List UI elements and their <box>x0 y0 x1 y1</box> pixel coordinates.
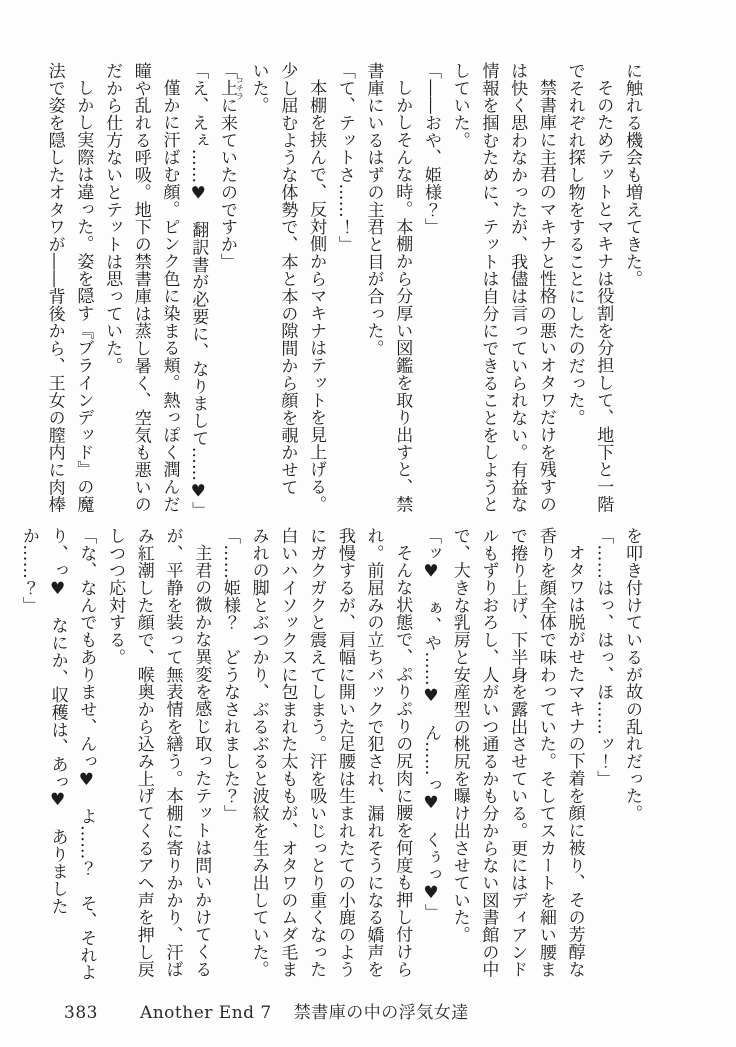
text-line: 「上コチラに来ていたのですか」 <box>216 62 245 271</box>
bottom-text-block <box>14 527 646 989</box>
text-line: ルもずりおろし、人がいつ通るかも分からない図書館の中 <box>478 527 499 979</box>
text-line: していた。 <box>449 62 470 149</box>
chapter-title-jp: 禁書庫の中の浮気女達 <box>293 1003 469 1023</box>
text-line: 「ッ♥ ぁ、や……♥ ん……っ♥ くぅっ♥」 <box>420 527 441 921</box>
text-line: 「て、テットさ……！」 <box>334 62 355 253</box>
text-line: オタワは脱がせたマキナの下着を顔に被り、その芳醇な <box>564 544 585 978</box>
top-text-block <box>40 62 646 520</box>
text-line: 「――おや、姫様？」 <box>420 62 441 236</box>
text-line: そのためテットとマキナは役割を分担して、地下と一階 <box>593 79 614 513</box>
text-line: を叩き付けているが故の乱れだった。 <box>622 527 642 822</box>
text-line: 「な、なんでもありませ、んっ♥ よ……？ そ、それよ <box>76 527 97 982</box>
text-line: しかしそんな時。本棚から分厚い図鑑を取り出すと、禁 <box>392 79 413 513</box>
text-line: 「……姫様？ どうなされました？」 <box>219 527 240 822</box>
text-line: 「……はっ、はっ、ほ……ッ！」 <box>593 527 614 788</box>
text-line: 書庫にいるはずの主君と目が合った。 <box>363 62 384 357</box>
text-line: しかし実際は違った。姿を隠す『ブラインデッド』の魔 <box>73 79 94 513</box>
text-line: り、っ♥ なにか、収穫は、あっ♥ ありましたか……？」 <box>18 527 68 915</box>
text-line: でそれぞれ探し物をすることにしたのだった。 <box>564 62 585 427</box>
text-line: 我慢するが、肩幅に開いた足腰は生まれたての小鹿のよう <box>334 527 355 979</box>
text-line: 白いハイソックスに包まれた太ももが、オタワのムダ毛ま <box>277 527 298 979</box>
text-line: で捲り上げ、下半身を露出させている。更にはディアンド <box>507 527 528 979</box>
text-line: 法で姿を隠したオタワが――背後から、王女の膣内に肉棒 <box>44 62 65 514</box>
text-line: に触れる機会も増えてきた。 <box>622 62 642 288</box>
text-line: にガクガクと震えてしまう。汗を吸いじっとり重くなった <box>306 527 327 979</box>
text-line: みれの脚とぶつかり、ぶるぶると波紋を生み出していた。 <box>248 527 269 979</box>
text-line: 「え、えぇ……♥ 翻訳書が必要に、なりまして……♥」 <box>188 62 209 520</box>
text-line: 本棚を挟んで、反対側からマキナはテットを見上げる。 <box>306 79 327 513</box>
page-footer <box>64 998 469 1023</box>
text-line: 主君の微かな異変を感じ取ったテットは問いかけてくる <box>191 544 212 978</box>
text-line: み紅潮した顔で、喉奥から込み上げてくるアヘ声を押し戻 <box>133 527 154 979</box>
text-line: で、大きな乳房と安産型の桃尻を曝け出させていた。 <box>449 527 470 944</box>
text-line: 僅かに汗ばむ顔。ピンク色に染まる頬。熱っぽく潤んだ <box>159 79 180 513</box>
text-line: だから仕方ないとテットは思っていた。 <box>102 62 123 375</box>
text-line: いた。 <box>248 62 269 115</box>
page-number: 383 <box>64 1003 98 1023</box>
text-line: 情報を掴むために、テットは自分にできることをしようと <box>478 62 499 514</box>
text-line: は快く思わなかったが、我儘は言っていられない。有益な <box>507 62 528 514</box>
text-line: 少し屈むような体勢で、本と本の隙間から顔を覗かせて <box>277 62 298 496</box>
text-line: 禁書庫に主君のマキナと性格の悪いオタワだけを残すの <box>535 79 556 513</box>
ruby-annotated-text: 上コチラ <box>216 76 245 101</box>
text-line: が、平静を装って無表情を繕う。本棚に寄りかかり、汗ば <box>162 527 183 979</box>
chapter-title-en: Another End 7 <box>139 1003 272 1023</box>
text-line: 瞳や乱れる呼吸。地下の禁書庫は蒸し暑く、空気も悪いの <box>130 62 151 514</box>
text-line: れ。前屈みの立ちバックで犯され、漏れそうになる嬌声を <box>363 527 384 979</box>
text-line: しつつ応対する。 <box>105 527 126 666</box>
text-line: そんな状態で、ぷりぷりの尻肉に腰を何度も押し付けら <box>392 544 413 978</box>
text-line: 香りを顔全体で味わっていた。そしてスカートを細い腰ま <box>535 527 556 979</box>
